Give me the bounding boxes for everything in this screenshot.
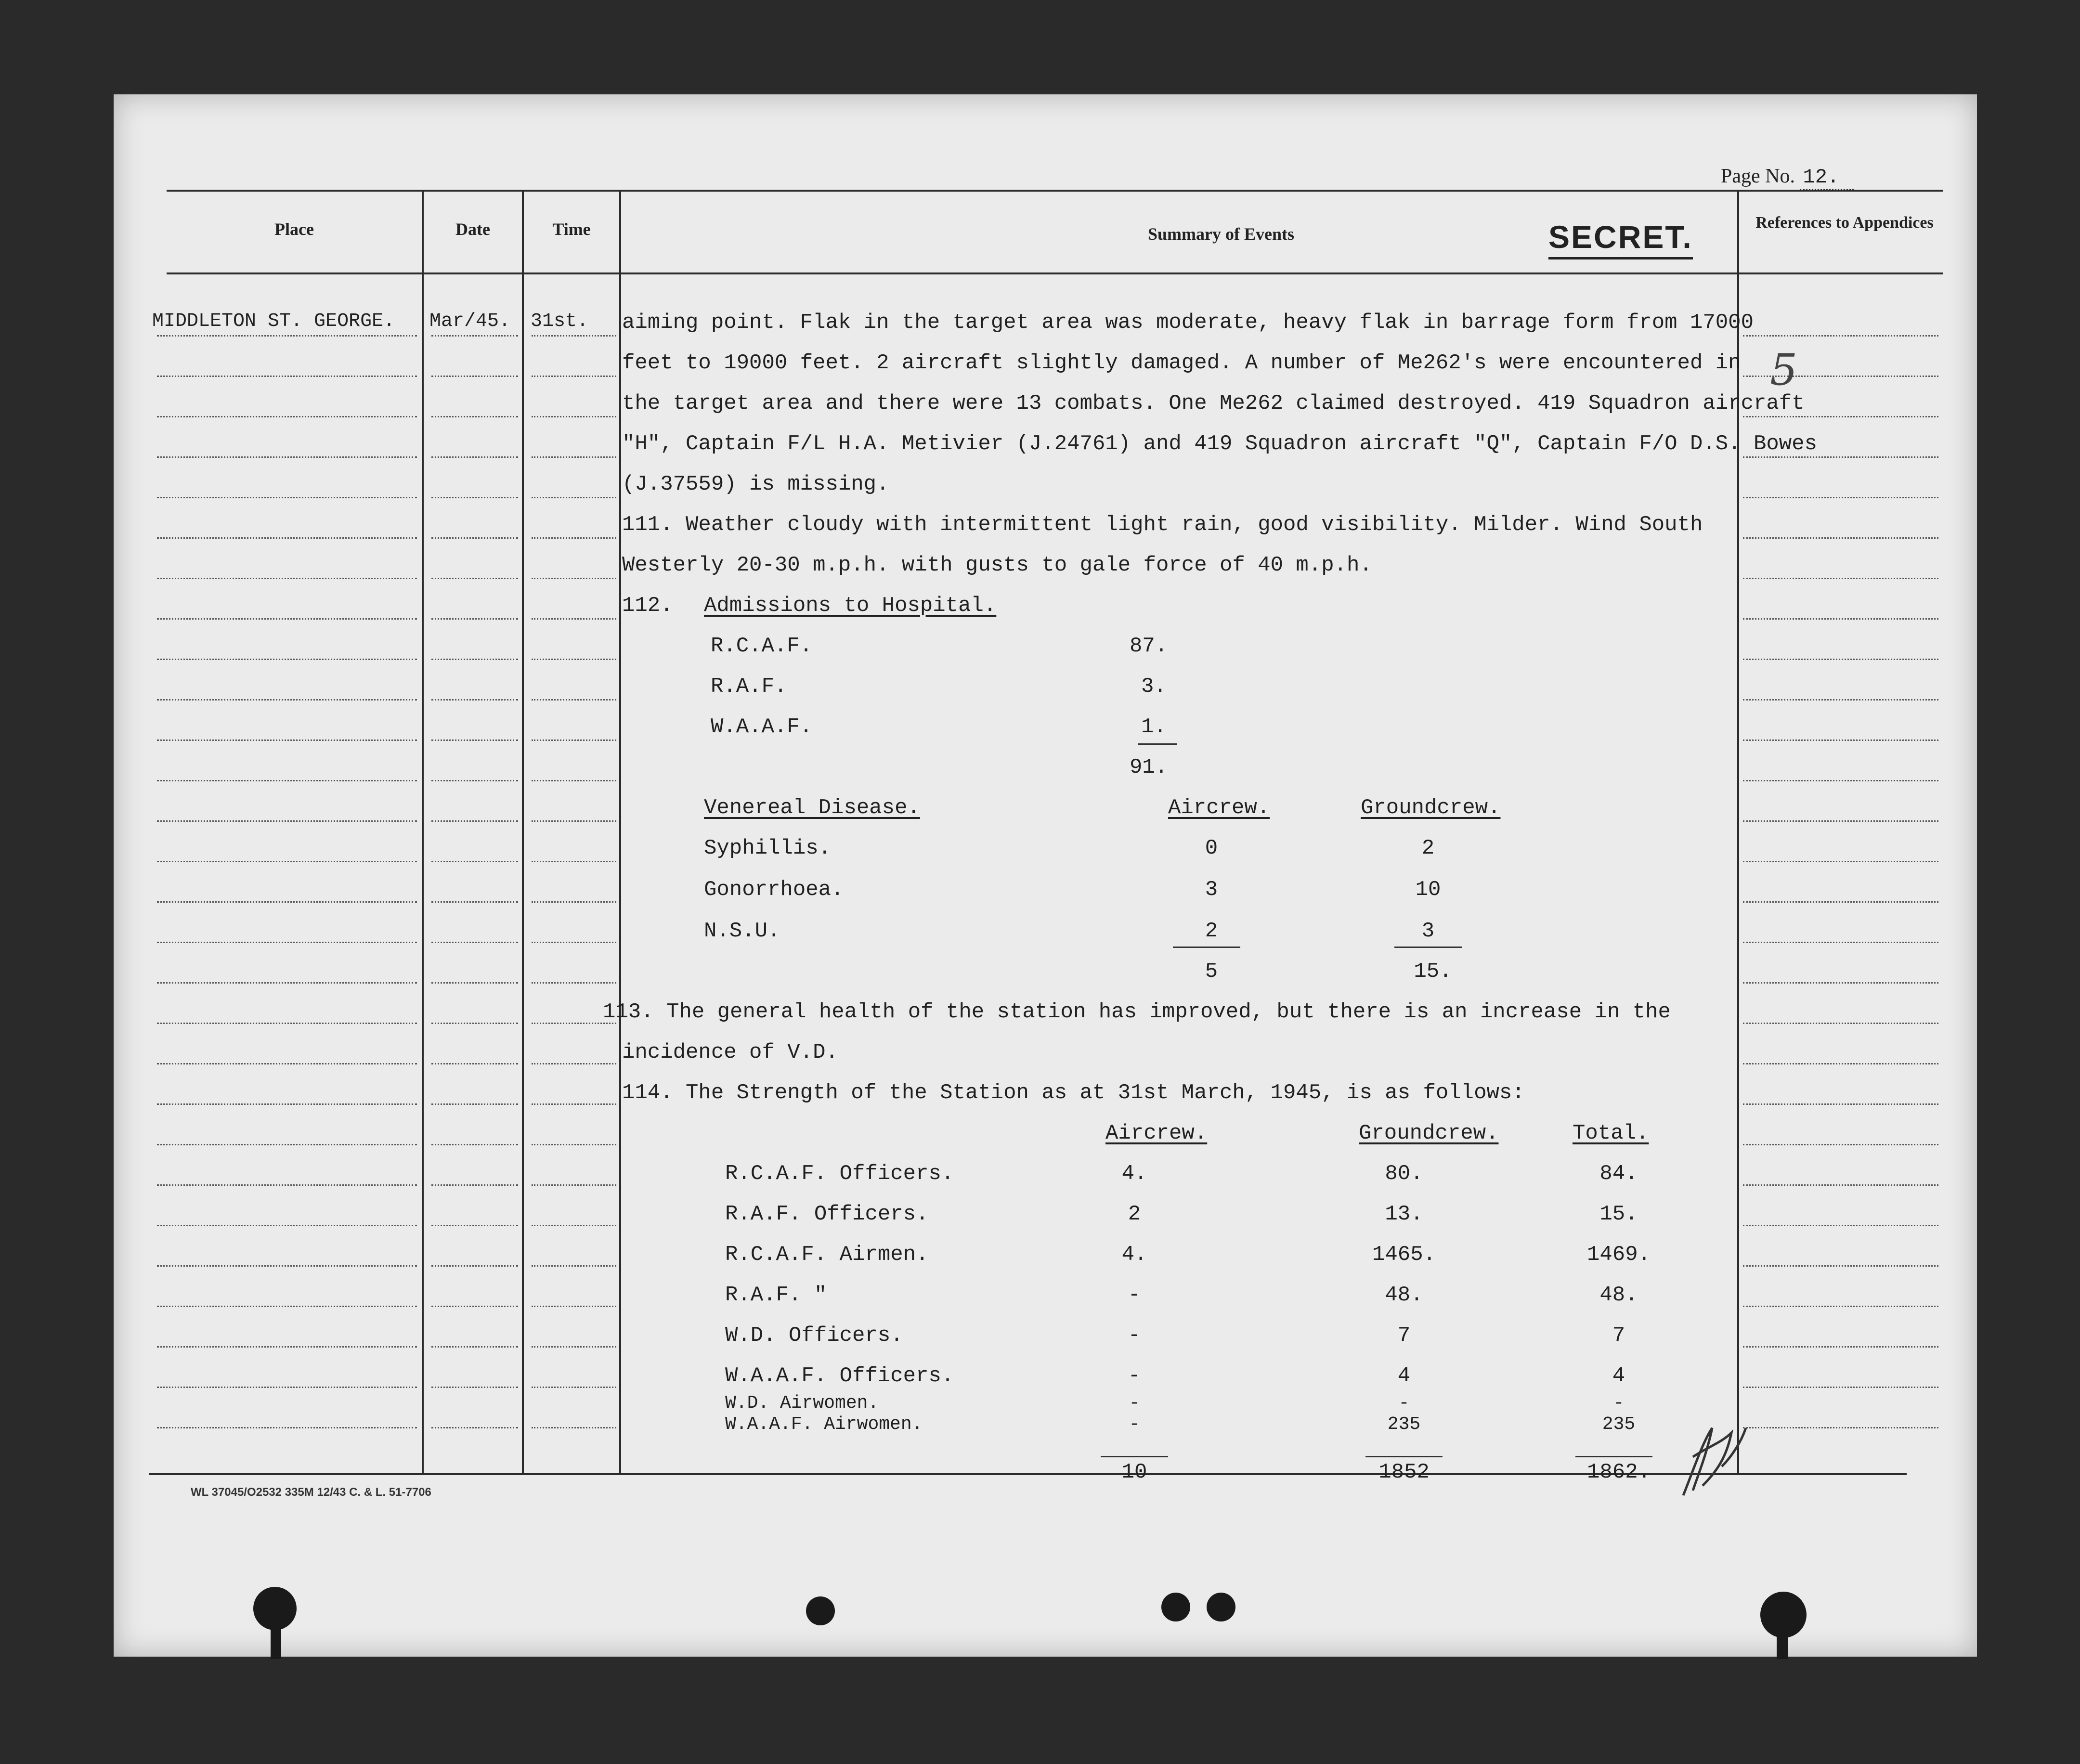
ruled-line [1743,1427,1938,1428]
sum-rule [1394,947,1462,948]
ruled-line [431,659,518,660]
appendix-reference: 5 [1770,345,1798,395]
strength-row-aircrew: 4. [1121,1243,1147,1267]
ruled-line [157,335,417,337]
para-113-line: incidence of V.D. [622,1040,838,1064]
ruled-line [157,1427,417,1428]
punch-hole-tab [1777,1625,1788,1659]
ruled-line [532,1387,616,1388]
strength-row-label: R.A.F. " [725,1283,827,1307]
punch-hole [1207,1593,1235,1621]
ruled-line [431,1023,518,1024]
ruled-line [431,861,518,862]
ruled-line [532,659,616,660]
sum-rule [1101,1456,1168,1457]
ruled-line [157,1225,417,1226]
strength-col-aircrew: Aircrew. [1105,1121,1208,1145]
ruled-line [431,335,518,337]
vd-row-groundcrew: 3 [1421,919,1435,943]
strength-row-aircrew: 4. [1121,1162,1147,1186]
ruled-line [1743,618,1938,620]
ruled-line [1743,699,1938,700]
ruled-line [532,1184,616,1186]
strength-row-groundcrew: 1465. [1372,1243,1436,1267]
ruled-line [532,1306,616,1307]
strength-row-groundcrew: 4 [1397,1364,1411,1388]
ruled-line [431,416,518,417]
punch-hole-tab [271,1621,281,1659]
strength-row-label: R.C.A.F. Officers. [725,1162,954,1186]
entry-place: MIDDLETON ST. GEORGE. [152,311,395,332]
ruled-line [532,416,616,417]
strength-col-groundcrew: Groundcrew. [1359,1121,1499,1145]
ruled-line [157,1103,417,1105]
col-header-time: Time [552,220,591,239]
strength-row-total: 4 [1612,1364,1625,1388]
ruled-line [532,1103,616,1105]
ruled-line [157,618,417,620]
ruled-line [431,982,518,984]
ruled-line [532,537,616,539]
ruled-line [532,456,616,458]
ruled-line [532,618,616,620]
vd-col-groundcrew: Groundcrew. [1361,796,1501,820]
para-112-number: 112. [622,594,673,618]
ruled-line [157,1265,417,1267]
strength-total-groundcrew: 1852 [1378,1460,1430,1484]
log-sheet [114,94,1977,1657]
ruled-line [532,1346,616,1348]
ruled-line [431,901,518,903]
punch-hole [1161,1593,1190,1621]
vd-row-label: Gonorrhoea. [704,878,844,902]
ruled-line [1743,982,1938,984]
vd-row-groundcrew: 2 [1421,836,1435,860]
admission-label: R.A.F. [711,674,787,699]
ruled-line [157,1346,417,1348]
ruled-line [1743,901,1938,903]
ruled-line [1743,739,1938,741]
ruled-line [532,820,616,822]
ruled-line [532,942,616,943]
ruled-line [157,942,417,943]
ruled-line [431,1306,518,1307]
ruled-line [1743,416,1938,417]
ruled-line [532,1427,616,1428]
header-top-rule [167,190,1943,192]
ruled-line [532,901,616,903]
ruled-line [431,1387,518,1388]
ruled-line [1743,1306,1938,1307]
ruled-line [157,497,417,498]
ruled-line [157,780,417,781]
ruled-line [1743,456,1938,458]
ruled-line [1743,942,1938,943]
page-number-label: Page No. [1721,165,1795,187]
ruled-line [1743,1387,1938,1388]
admission-value: 1. [1141,715,1167,739]
strength-row-groundcrew: 48. [1385,1283,1423,1307]
admission-value: 3. [1141,674,1167,699]
strength-row-groundcrew: 235 [1387,1414,1421,1435]
strength-row-total: - [1613,1393,1625,1414]
ruled-line [157,982,417,984]
ruled-line [431,456,518,458]
ruled-line [532,982,616,984]
para-114-intro: 114. The Strength of the Station as at 31st March, 1945, is as follows: [622,1081,1525,1105]
ruled-line [157,376,417,377]
ruled-line [431,699,518,700]
strength-row-aircrew: - [1129,1414,1140,1435]
ruled-line [157,1306,417,1307]
strength-row-groundcrew: 13. [1385,1202,1423,1226]
summary-line: feet to 19000 feet. 2 aircraft slightly damaged. A number of Me262's were encountered in [622,351,1741,375]
ruled-line [157,1144,417,1145]
admission-value: 87. [1130,634,1168,658]
ruled-line [532,1265,616,1267]
ruled-line [157,1387,417,1388]
ruled-line [1743,497,1938,498]
entry-time: 31st. [531,311,589,332]
ruled-line [431,1063,518,1064]
ruled-line [1743,1103,1938,1105]
summary-line: "H", Captain F/L H.A. Metivier (J.24761) and 419 Squadron aircraft "Q", Captain F/O D.S. Bowes [622,432,1818,456]
ruled-line [1743,780,1938,781]
admission-label: W.A.A.F. [711,715,813,739]
strength-row-groundcrew: 7 [1397,1323,1411,1348]
strength-row-total: 7 [1612,1323,1625,1348]
ruled-line [157,578,417,579]
ruled-line [157,739,417,741]
ruled-line [1743,659,1938,660]
para-113-line: 113. The general health of the station has improved, but there is an increase in the [603,1000,1671,1024]
admission-label: R.C.A.F. [711,634,813,658]
strength-row-total: 48. [1599,1283,1638,1307]
vd-row-aircrew: 3 [1205,878,1218,902]
strength-row-label: W.A.A.F. Officers. [725,1364,954,1388]
ruled-line [1743,335,1938,337]
vd-row-aircrew: 2 [1205,919,1218,943]
sum-rule [1575,1456,1652,1457]
para-112-heading: Admissions to Hospital. [704,594,997,618]
ruled-line [532,699,616,700]
ruled-line [532,1063,616,1064]
vd-col-aircrew: Aircrew. [1168,796,1270,820]
strength-row-label: W.D. Airwomen. [725,1393,879,1414]
ruled-line [532,497,616,498]
ruled-line [157,699,417,700]
strength-row-total: 15. [1599,1202,1638,1226]
strength-row-aircrew: - [1129,1393,1140,1414]
ruled-line [1743,1346,1938,1348]
strength-row-total: 235 [1602,1414,1636,1435]
ruled-line [431,942,518,943]
summary-line: the target area and there were 13 combats. One Me262 claimed destroyed. 419 Squadron aircraft [622,391,1805,415]
ruled-line [431,1225,518,1226]
vd-total-aircrew: 5 [1205,960,1218,984]
vd-row-groundcrew: 10 [1415,878,1441,902]
admission-total: 91. [1130,755,1168,779]
ruled-line [1743,1265,1938,1267]
ruled-line [532,376,616,377]
strength-row-label: R.A.F. Officers. [725,1202,929,1226]
strength-row-total: 84. [1599,1162,1638,1186]
ruled-line [431,1184,518,1186]
col-header-place: Place [274,220,314,239]
ruled-line [157,820,417,822]
page-number-value: 12. [1800,166,1854,190]
ruled-line [431,1144,518,1145]
header-bottom-rule [167,272,1943,274]
ruled-line [157,1063,417,1064]
ruled-line [1743,861,1938,862]
vd-total-groundcrew: 15. [1414,960,1452,984]
ruled-line [157,901,417,903]
sum-rule [1365,1456,1443,1457]
entry-date: Mar/45. [429,311,511,332]
vd-row-label: N.S.U. [704,919,780,943]
secret-stamp: SECRET. [1548,219,1693,259]
ruled-line [157,416,417,417]
ruled-line [431,1103,518,1105]
strength-row-aircrew: 2 [1128,1202,1141,1226]
ruled-line [1743,1063,1938,1064]
form-print-code: WL 37045/O2532 335M 12/43 C. & L. 51-7706 [191,1486,431,1499]
ruled-line [1743,1225,1938,1226]
strength-total-total: 1862. [1586,1460,1651,1484]
ruled-line [431,376,518,377]
strength-row-aircrew: - [1128,1323,1141,1348]
ruled-line [431,1427,518,1428]
ruled-line [532,861,616,862]
col-divider-summary [1737,192,1739,1473]
col-header-summary: Summary of Events [1148,224,1294,244]
ruled-line [431,578,518,579]
ruled-line [157,659,417,660]
vd-row-label: Syphillis. [704,836,832,860]
ruled-line [431,820,518,822]
handwritten-initials [1674,1414,1751,1500]
punch-hole [806,1596,835,1625]
ruled-line [1743,578,1938,579]
ruled-line [431,497,518,498]
ruled-line [532,739,616,741]
ruled-line [157,1023,417,1024]
ruled-line [431,1346,518,1348]
ruled-line [157,1184,417,1186]
ruled-line [157,537,417,539]
strength-row-label: W.A.A.F. Airwomen. [725,1414,923,1435]
strength-row-label: W.D. Officers. [725,1323,903,1348]
summary-line: (J.37559) is missing. [622,472,889,496]
ruled-line [431,618,518,620]
summary-line: Westerly 20-30 m.p.h. with gusts to gale force of 40 m.p.h. [622,553,1372,577]
vd-row-aircrew: 0 [1205,836,1218,860]
strength-col-total: Total. [1573,1121,1649,1145]
ruled-line [532,780,616,781]
ruled-line [1743,820,1938,822]
strength-row-aircrew: - [1128,1364,1141,1388]
ruled-line [157,456,417,458]
col-divider-date [522,192,524,1473]
ruled-line [431,537,518,539]
strength-row-groundcrew: - [1398,1393,1410,1414]
ruled-line [431,1265,518,1267]
sum-rule [1173,947,1240,948]
strength-row-total: 1469. [1586,1243,1651,1267]
ruled-line [532,1144,616,1145]
ruled-line [1743,1184,1938,1186]
ruled-line [532,1225,616,1226]
ruled-line [532,335,616,337]
vd-heading: Venereal Disease. [704,796,920,820]
sum-rule [1138,743,1177,745]
ruled-line [1743,537,1938,539]
ruled-line [532,578,616,579]
ruled-line [431,780,518,781]
ruled-line [1743,1023,1938,1024]
col-header-date: Date [455,220,490,239]
col-header-references: References to Appendices [1755,214,1934,232]
ruled-line [1743,1144,1938,1145]
ruled-line [431,739,518,741]
col-divider-time [619,192,621,1473]
summary-line: aiming point. Flak in the target area was moderate, heavy flak in barrage form from 17000 [622,311,1754,335]
strength-row-groundcrew: 80. [1385,1162,1423,1186]
ruled-line [157,861,417,862]
col-divider-place [422,192,424,1473]
page-number [1721,165,1854,189]
summary-line: 111. Weather cloudy with intermittent light rain, good visibility. Milder. Wind South [622,513,1703,537]
strength-total-aircrew: 10 [1121,1460,1147,1484]
strength-row-aircrew: - [1128,1283,1141,1307]
strength-row-label: R.C.A.F. Airmen. [725,1243,929,1267]
